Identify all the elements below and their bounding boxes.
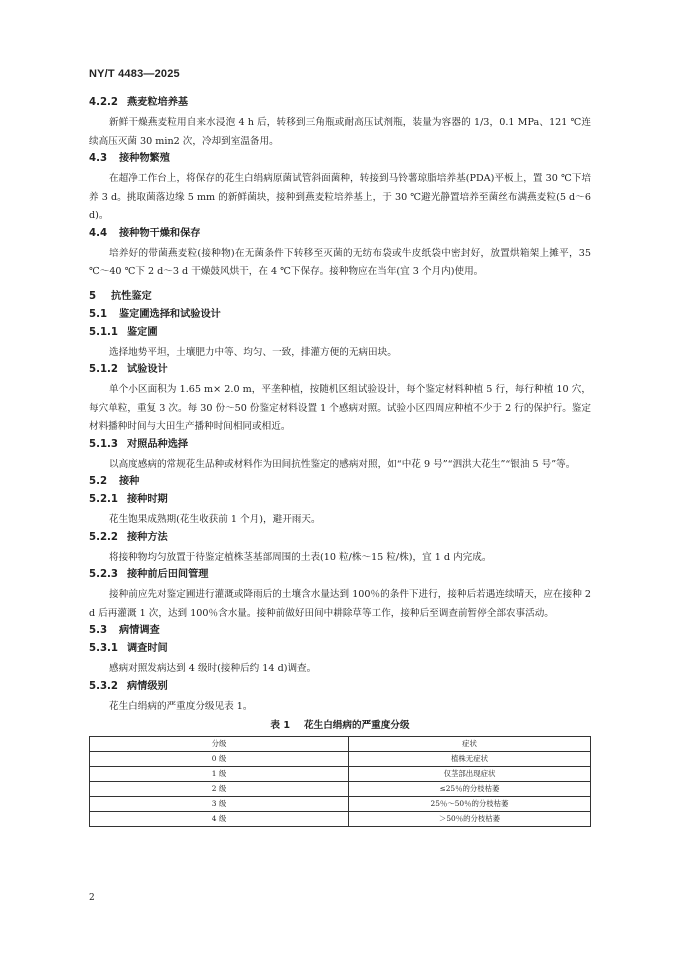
section-heading (89, 531, 591, 549)
table-row (90, 782, 591, 797)
body-paragraph: 接种前应先对鉴定圃进行灌溉或降雨后的土壤含水量达到 100％的条件下进行，接种后若遇连续晴天，应在接种 2 d 后再灌溉 1 次，达到 100％含水量。接种前做好田间中耕除草等工作，接种后至调查前暂停全部农事活动。 (89, 589, 591, 619)
section-title: 接种物干燥和保存 (119, 227, 201, 239)
section-number: 5.1.2 (89, 364, 119, 375)
symptom-cell: ≤25％的分枝枯萎 (349, 782, 591, 797)
grade-cell: 2 级 (90, 782, 349, 797)
body-paragraph: 新鲜干燥燕麦粒用自来水浸泡 4 h 后，转移到三角瓶或耐高压试剂瓶，装量为容器的 1/3，0.1 MPa、121 ℃连续高压灭菌 30 min2 次，冷却到室温备用。 (89, 117, 591, 147)
section-title: 燕麦粒培养基 (127, 97, 189, 108)
section-heading (89, 475, 591, 493)
section-number: 5.3.2 (89, 680, 119, 692)
section-number: 5.3.1 (89, 643, 119, 654)
section-number: 5.3 (89, 625, 108, 636)
section-number: 5.2 (89, 476, 108, 487)
table-caption-number: 表 1 (270, 720, 291, 731)
table-row (90, 812, 591, 827)
symptom-cell: 仅茎部出现症状 (349, 767, 591, 782)
symptom-cell: ＞50％的分枝枯萎 (349, 812, 591, 827)
section-heading (89, 568, 591, 586)
severity-grade-table (89, 736, 591, 827)
table-header-cell: 分级 (90, 737, 349, 752)
section-heading (89, 227, 591, 245)
section-heading (89, 96, 591, 114)
section-number: 5 (89, 290, 97, 302)
body-paragraph: 在超净工作台上，将保存的花生白绢病原菌试管斜面菌种，转接到马铃薯琼脂培养基(PDA)平板上，置 30 ℃下培养 3 d。挑取菌落边缘 5 mm 的新鲜菌块，接种到燕麦粒培养基上，于 30 ℃避光静置培养至菌丝布满燕麦粒(5 d～6 d)。 (89, 173, 591, 221)
section-heading (89, 493, 591, 511)
table-row (90, 767, 591, 782)
section-heading (89, 326, 591, 344)
table-header-row (90, 737, 591, 752)
section-title: 接种 (119, 476, 140, 487)
section-number: 5.1.3 (89, 438, 119, 450)
section-number: 4.2.2 (89, 97, 119, 108)
grade-cell: 3 级 (90, 797, 349, 812)
section-title: 接种方法 (127, 531, 168, 543)
section-heading (89, 290, 591, 308)
section-title: 接种前后田间管理 (127, 569, 209, 580)
symptom-cell: 植株无症状 (349, 752, 591, 767)
body-paragraph: 以高度感病的常规花生品种或材料作为田间抗性鉴定的感病对照，如“中花 9 号”“泗洪大花生”“银油 5 号”等。 (109, 458, 576, 470)
section-heading (89, 680, 591, 698)
body-paragraph: 感病对照发病达到 4 级时(接种后约 14 d)调查。 (109, 663, 317, 674)
section-number: 5.2.1 (89, 494, 119, 505)
table-row (90, 752, 591, 767)
grade-cell: 0 级 (90, 752, 349, 767)
section-number: 5.2.3 (89, 569, 119, 580)
document-body (89, 96, 591, 827)
section-title: 病情调查 (119, 625, 160, 636)
section-title: 鉴定圃选择和试验设计 (119, 308, 221, 320)
section-heading (89, 438, 591, 456)
section-heading (89, 363, 591, 381)
section-number: 5.1 (89, 308, 108, 320)
section-title: 调查时间 (127, 643, 168, 654)
body-paragraph: 单个小区面积为 1.65 m× 2.0 m，平垄种植，按随机区组试验设计，每个鉴定材料种植 5 行，每行种植 10 穴，每穴单粒，重复 3 次。每 30 份～50 份鉴定材料设置 1 个感病对照。试验小区四周应种植不少于 2 行的保护行。鉴定材料播种时间与大田生产播种时间相同或相近。 (89, 384, 591, 432)
table-header-cell: 症状 (349, 737, 591, 752)
body-paragraph: 培养好的带菌燕麦粒(接种物)在无菌条件下转移至灭菌的无纺布袋或牛皮纸袋中密封好，放置烘箱架上摊平，35 ℃～40 ℃下 2 d～3 d 干燥鼓风烘干，在 4 ℃下保存。接种物应在当年(宜 3 个月内)使用。 (89, 247, 591, 277)
section-heading (89, 642, 591, 660)
section-heading (89, 152, 591, 170)
symptom-cell: 25％～50％的分枝枯萎 (349, 797, 591, 812)
grade-cell: 1 级 (90, 767, 349, 782)
section-title: 接种时期 (127, 494, 168, 505)
section-number: 4.4 (89, 227, 108, 239)
section-title: 试验设计 (127, 364, 168, 375)
section-title: 病情级别 (127, 680, 168, 692)
table-caption-title: 花生白绢病的严重度分级 (304, 720, 410, 731)
body-paragraph: 选择地势平坦，土壤肥力中等、均匀、一致，排灌方便的无病田块。 (109, 346, 397, 358)
body-paragraph: 花生白绢病的严重度分级见表 1。 (109, 700, 253, 712)
standard-code-header: NY/T 4483—2025 (89, 68, 180, 80)
section-number: 5.1.1 (89, 326, 119, 338)
grade-cell: 4 级 (90, 812, 349, 827)
section-number: 5.2.2 (89, 531, 119, 543)
section-title: 鉴定圃 (127, 326, 158, 338)
section-title: 抗性鉴定 (111, 290, 152, 302)
section-number: 4.3 (89, 153, 108, 164)
page-number: 2 (89, 893, 95, 903)
table-row (90, 797, 591, 812)
section-heading (89, 308, 591, 326)
section-heading (89, 624, 591, 642)
body-paragraph: 花生饱果成熟期(花生收获前 1 个月)，避开雨天。 (109, 514, 321, 525)
section-title: 接种物繁殖 (119, 153, 170, 164)
body-paragraph: 将接种物均匀放置于待鉴定植株茎基部周围的土表(10 粒/株～15 粒/株)，宜 1 d 内完成。 (109, 551, 492, 563)
section-title: 对照品种选择 (127, 438, 189, 450)
table-caption (89, 717, 591, 733)
